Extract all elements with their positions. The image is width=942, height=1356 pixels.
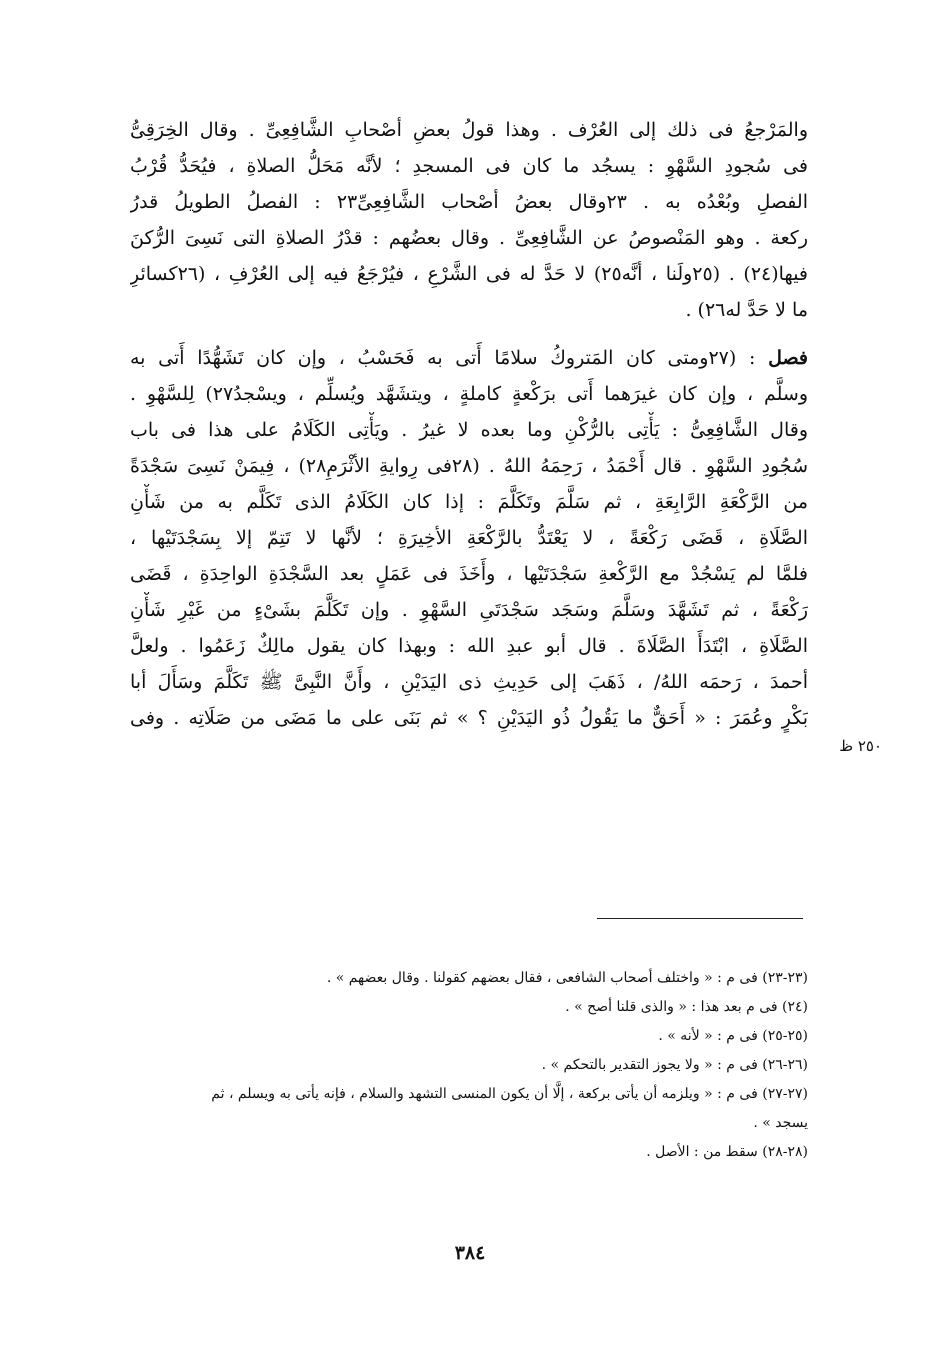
page-number: ٣٨٤ [454,1242,486,1264]
main-text [130,112,808,736]
footnotes [132,964,808,1167]
footnote: (٢٣-٢٣) فى م : « واختلف أصحاب الشافعى ، فقال بعضهم كقولنا . وقال بعضهم » . [326,970,808,986]
body-line: فيها(٢٤) . (٢٥ولَنا ، أنَّه٢٥) لا حَدَّ له فى الشَّرْعِ ، فيُرْجَعُ فيه إلى العُرْفِ ، (٢٦كسائرِ [130,263,808,285]
section-line: رَكْعَةً ، ثم تَشَهَّدَ وسَلَّمَ وسَجَد سَجْدَتَىِ السَّهْوِ . وإن تَكَلَّمَ بشَىْءٍ من غَيْرِ شَأْنِ [130,599,808,621]
footnote-divider [597,918,803,919]
section-line: : (٢٧ومتى كان المَتروكُ سلامًا أَتى به فَحَسْبُ ، وإن كان تَشَهُّدًا أَتى به [130,347,756,369]
footnote: (٢٤) فى م بعد هذا : « والذى قلنا أصح » . [565,999,808,1015]
section-line: وسلَّم ، وإن كان غيرَهما أَتى برَكْعةٍ كاملةٍ ، ويتشَهَّد ويُسلِّم ، ويسْجدُ٢٧) لِلسَّهْوِ . [130,383,808,405]
section-line: من الرَّكْعَةِ الرَّابِعَةِ ، ثم سَلَّمَ وتَكَلَّمَ : إذا كان الكَلَامُ الذى تَكَلَّم به من شَأْنِ [130,491,808,513]
footnote: (٢٧-٢٧) فى م : « ويلزمه أن يأتى بركعة ، إلَّا أن يكون المنسى التشهد والسلام ، فإنه يأتى به ويسلم ، ثم [211,1086,808,1102]
section-line: سُجُودِ السَّهْوِ . قال أَحْمَدُ ، رَحِمَهُ اللهُ . (٢٨فى رِوايةِ الأثْرَمِ٢٨) ، فِيمَنْ نَسِىَ سَجْدَةً [130,455,808,477]
body-line: فى سُجودِ السَّهْوِ : يسجُد ما كان فى المسجدِ ؛ لأنَّه مَحَلُّ الصلاةِ ، فيُحَدُّ قُرْبُ [130,155,808,177]
section-line: أحمدَ ، رَحمَه اللهُ/ ، ذَهَبَ إلى حَدِيثِ ذى اليَدَيْنِ ، وأَنَّ النَّبِىَّ ﷺ تَكَلَّمَ وسَأَلَ أبا [130,671,808,693]
footnote: (٢٨-٢٨) سقط من : الأصل . [646,1144,808,1160]
body-line: والمَرْجعُ فى ذلك إلى العُرْف . وهذا قولُ بعضِ أصْحابِ الشَّافِعِىِّ . وقال الخِرَقِىُّ [130,119,808,141]
footnote: (٢٥-٢٥) فى م : « لأنه » . [658,1028,808,1044]
body-line: ما لا حَدَّ له٢٦) . [685,299,808,321]
section-line: بَكْرٍ وعُمَرَ : « أَحَقٌّ ما يَقُولُ ذُو اليَدَيْنِ ؟ » ثم بَنَى على ما مَضَى من صَلَاتِه . وفى [130,707,808,729]
section-line: الصَّلَاةِ ، ابْتَدَأَ الصَّلَاةَ . قال أبو عبدِ الله : وبهذا كان يقول مالِكٌ زَعَمُوا . ولعلَّ [130,635,808,657]
body-line: ركعة . وهو المَنْصوصُ عن الشَّافِعِىِّ . وقال بعضُهم : قدْرُ الصلاةِ التى نَسِىَ الرُّكنَ [130,227,808,249]
footnote: (٢٦-٢٦) فى م : « ولا يجوز التقدير بالتحكم » . [541,1057,808,1073]
section-line: الصَّلَاةِ ، قَضَى رَكْعَةً ، لا يَعْتَدُّ بالرَّكْعَةِ الأخِيرَةِ ؛ لأنَّها لا تَتِمّ إلا بِسَجْدَتَيْها ، [130,527,808,549]
section-line: فلمَّا لم يَسْجُدْ مع الرَّكْعةِ سَجْدَتَيْها ، وأَخَذَ فى عَمَلٍ بعد السَّجْدَةِ الواحِدَةِ ، قَضَى [130,563,808,585]
section-first-line [130,340,808,376]
section-label: فصل [768,347,808,369]
footnote-continuation: يسجد » . [753,1115,808,1131]
body-line: الفصلِ وبُعْدُه به . ٢٣وقال بعضُ أصْحاب الشَّافِعِىِّ٢٣ : الفصلُ الطويلُ قدرُ [130,191,808,213]
margin-folio-note: ٢٥٠ ظ [839,737,882,755]
section-line: وقال الشَّافِعِىُّ : يَأْتِى بالرُّكْنِ وما بعده لا غيرُ . ويَأْتِى الكَلَامُ على هذا فى باب [130,419,808,441]
